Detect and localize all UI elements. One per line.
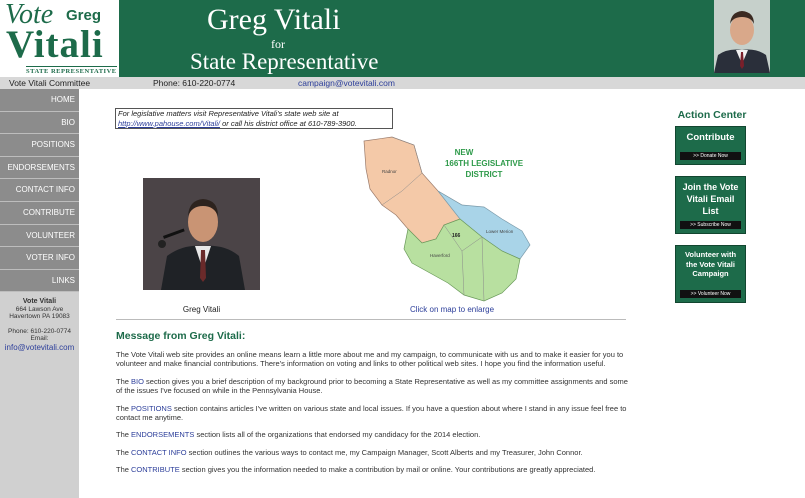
notice-line2: or call his district office at 610-789-3900. <box>220 118 357 128</box>
legislative-notice <box>115 108 393 129</box>
nav-positions[interactable]: POSITIONS <box>0 134 79 157</box>
header-office: State Representative <box>190 49 379 74</box>
message-endorsements-paragraph: The ENDORSEMENTS section lists all of the organizations that endorsed my candidacy for the 2014 election. <box>116 430 481 440</box>
site-header <box>0 0 805 77</box>
map-enlarge-link[interactable]: Click on map to enlarge <box>409 305 495 314</box>
endorsements-link[interactable]: ENDORSEMENTS <box>131 430 195 440</box>
vote-vitali-logo[interactable] <box>0 0 121 77</box>
sidebar <box>0 89 79 498</box>
sidebar-address <box>0 298 79 351</box>
email-list-button-label: Join the Vote Vitali Email List <box>682 182 739 216</box>
bio-link[interactable]: BIO <box>131 376 144 386</box>
map-label-radnor: Radnor <box>382 169 397 174</box>
contribute-button-label: Contribute <box>686 132 735 143</box>
infobar-phone: Phone: 610-220-0774 <box>153 78 236 88</box>
logo-vote-text: Vote <box>5 0 54 30</box>
logo-vitali-text: Vitali <box>6 23 104 66</box>
speaking-photo <box>143 178 260 290</box>
email-list-button[interactable] <box>675 176 746 234</box>
volunteer-button-label: Volunteer with the Vote Vitali Campaign <box>684 250 737 278</box>
sidebar-email-link[interactable]: info@votevitali.com <box>4 342 75 352</box>
subscribe-now-strip: >> Subscribe Now <box>680 221 741 229</box>
positions-link[interactable]: POSITIONS <box>131 403 172 413</box>
message-contact-paragraph: The CONTACT INFO section outlines the various ways to contact me, my Campaign Manager, Scott Alberts and my Treasurer, John Connor. <box>116 447 583 457</box>
nav-contribute[interactable]: CONTRIBUTE <box>0 202 79 225</box>
sidebar-address-line2: Havertown PA 19083 <box>9 313 70 321</box>
message-intro: The Vote Vitali web site provides an online means learn a little more about me and my campaign, to communicate with us and to make it easier for you to volunteer and make financial contributions. There's information on voting and links to other political web sites. I hope you find the information useful. <box>116 350 624 369</box>
message-positions-paragraph: The POSITIONS section contains articles I've written on various state and local issues. If you have a question about where I stand in any issue feel free to contact me anytime. <box>116 403 627 423</box>
contact-info-link[interactable]: CONTACT INFO <box>131 447 187 457</box>
map-title-line1: NEW <box>454 148 474 157</box>
divider <box>116 319 626 320</box>
sidebar-phone: Phone: 610-220-0774 <box>8 327 71 335</box>
infobar-email-link[interactable]: campaign@votevitali.com <box>298 78 395 88</box>
donate-now-strip: >> Donate Now <box>680 152 741 160</box>
map-title-line2: 166TH LEGISLATIVE <box>444 159 524 168</box>
logo-rep-text: STATE REPRESENTATIVE <box>26 68 117 75</box>
nav-links[interactable]: LINKS <box>0 270 79 293</box>
nav-home[interactable]: HOME <box>0 89 79 112</box>
message-contribute-paragraph: The CONTRIBUTE section gives you the information needed to make a contribution by mail or online. Your contributions are greatly appreciated. <box>116 465 596 475</box>
district-map[interactable] <box>352 133 538 303</box>
contribute-button[interactable] <box>675 126 746 165</box>
message-bio-paragraph: The BIO section gives you a brief description of my background prior to becoming a State Representative as well as my committee assignments and some of the issues I've focused on while in the Pennsylvania House. <box>116 376 628 396</box>
map-label-166: 166 <box>452 233 461 239</box>
photo-caption: Greg Vitali <box>182 305 221 314</box>
action-center-title: Action Center <box>677 109 747 121</box>
volunteer-now-strip: >> Volunteer Now <box>680 290 741 298</box>
nav-volunteer[interactable]: VOLUNTEER <box>0 225 79 248</box>
committee-name: Vote Vitali Committee <box>9 78 91 88</box>
nav-endorsements[interactable]: ENDORSEMENTS <box>0 157 79 180</box>
message-title: Message from Greg Vitali: <box>116 330 246 342</box>
nav-contact-info[interactable]: CONTACT INFO <box>0 179 79 202</box>
nav-bio[interactable]: BIO <box>0 112 79 135</box>
sidebar-org-name: Vote Vitali <box>22 298 57 306</box>
sidebar-email-label: Email: <box>30 335 49 343</box>
header-portrait-photo <box>714 0 770 73</box>
header-for: for <box>271 37 285 51</box>
logo-greg-text: Greg <box>66 7 102 24</box>
map-title-line3: DISTRICT <box>465 170 503 179</box>
map-label-haverford: Haverford <box>430 253 450 258</box>
notice-line1: For legislative matters visit Representative Vitali's state web site at <box>118 109 339 118</box>
nav-voter-info[interactable]: VOTER INFO <box>0 247 79 270</box>
contact-info-bar <box>0 77 805 89</box>
volunteer-button[interactable] <box>675 245 746 303</box>
contribute-link[interactable]: CONTRIBUTE <box>131 465 180 475</box>
map-label-lowermerion: Lower Merion <box>486 229 514 234</box>
pahouse-link[interactable]: http://www.pahouse.com/Vitali/ <box>118 118 220 128</box>
header-name: Greg Vitali <box>207 3 341 36</box>
message-body <box>116 350 628 483</box>
sidebar-address-line1: 664 Lawson Ave <box>15 305 64 313</box>
